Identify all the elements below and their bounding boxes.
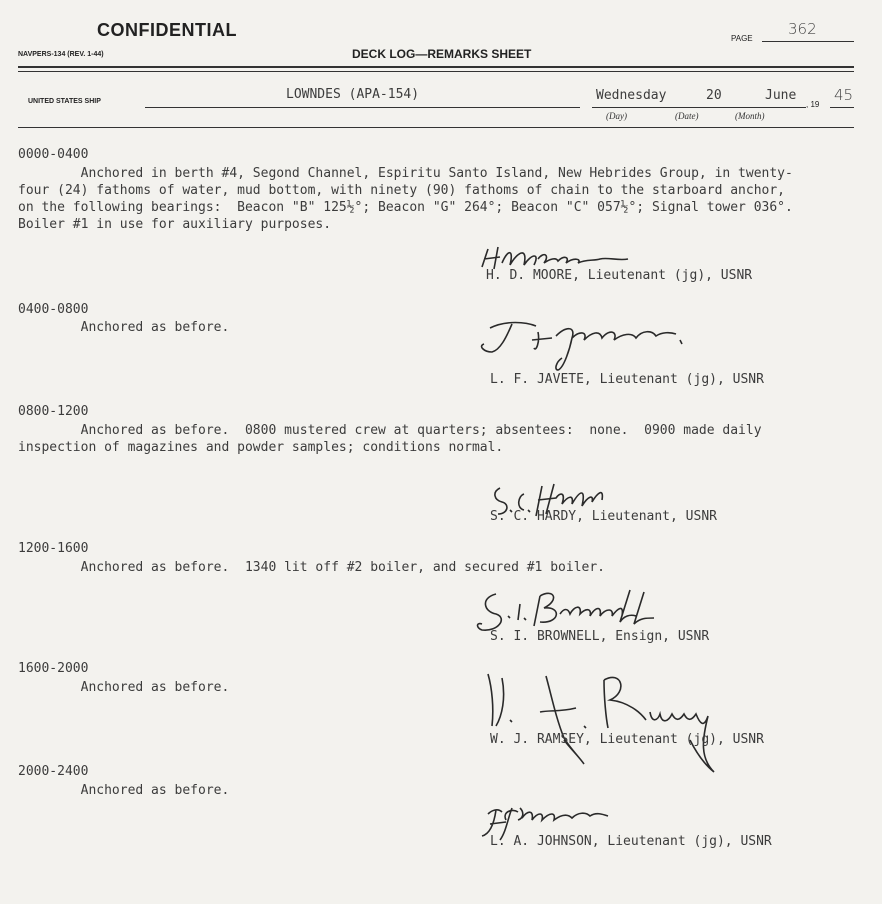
ship-name: LOWNDES (APA-154) [286, 87, 420, 102]
signature-ramsey-icon [480, 668, 730, 780]
watch-period: 0800-1200 [18, 404, 89, 419]
date-label: (Date) [675, 111, 699, 121]
watch-period: 0400-0800 [18, 302, 89, 317]
entry-remarks: Anchored as before. [18, 320, 230, 335]
log-day: Wednesday [596, 88, 667, 103]
year-underline [830, 107, 854, 108]
officer-signature-line: W. J. RAMSEY, Lieutenant (jg), USNR [490, 732, 764, 747]
page-number: 362 [788, 20, 817, 38]
watch-period: 0000-0400 [18, 147, 89, 162]
log-date: 20 [706, 88, 722, 103]
officer-signature-line: H. D. MOORE, Lieutenant (jg), USNR [486, 268, 753, 283]
entry-remarks: Anchored as before. 1340 lit off #2 boiler, and secured #1 boiler. [18, 560, 605, 575]
form-number: NAVPERS-134 (REV. 1-44) [18, 51, 104, 58]
entry-remarks: Anchored in berth #4, Segond Channel, Espiritu Santo Island, New Hebrides Group, in twenty- four (24) fathoms of water, mud bottom, with ninety (90) fathoms of chain to the starboard anchor, on the following bearings: Beacon "B" 125½°; Beacon "G" 264°; Beacon "C" 057½°; Signal tower 036°. Boiler #1 in use for auxiliary purposes. [18, 166, 793, 232]
watch-period: 1600-2000 [18, 661, 89, 676]
log-month: June [765, 88, 797, 103]
ship-label: UNITED STATES SHIP [28, 98, 101, 105]
officer-signature-line: L. F. JAVETE, Lieutenant (jg), USNR [490, 372, 764, 387]
entry-remarks: Anchored as before. [18, 783, 230, 798]
entry-remarks: Anchored as before. [18, 680, 230, 695]
year-prefix: , 19 [806, 100, 820, 109]
watch-period: 2000-2400 [18, 764, 89, 779]
page-label: PAGE [731, 34, 753, 43]
page-number-underline [762, 41, 854, 42]
header-rule-lower [18, 127, 854, 128]
signature-javete-icon [476, 318, 696, 374]
entry-remarks: Anchored as before. 0800 mustered crew at quarters; absentees: none. 0900 made daily inspection of magazines and powder samples; conditions normal. [18, 423, 762, 455]
officer-signature-line: L. A. JOHNSON, Lieutenant (jg), USNR [490, 834, 772, 849]
officer-signature-line: S. C. HARDY, Lieutenant, USNR [490, 509, 717, 524]
ship-name-underline [145, 107, 580, 108]
header-rule-bottom [18, 71, 854, 72]
date-underline [592, 107, 806, 108]
day-label: (Day) [606, 111, 627, 121]
header-rule-top [18, 66, 854, 68]
month-label: (Month) [735, 111, 765, 121]
log-year: 45 [834, 86, 854, 104]
watch-period: 1200-1600 [18, 541, 89, 556]
classification-heading: CONFIDENTIAL [97, 20, 237, 40]
sheet-title: DECK LOG—REMARKS SHEET [352, 47, 532, 61]
officer-signature-line: S. I. BROWNELL, Ensign, USNR [490, 629, 710, 644]
